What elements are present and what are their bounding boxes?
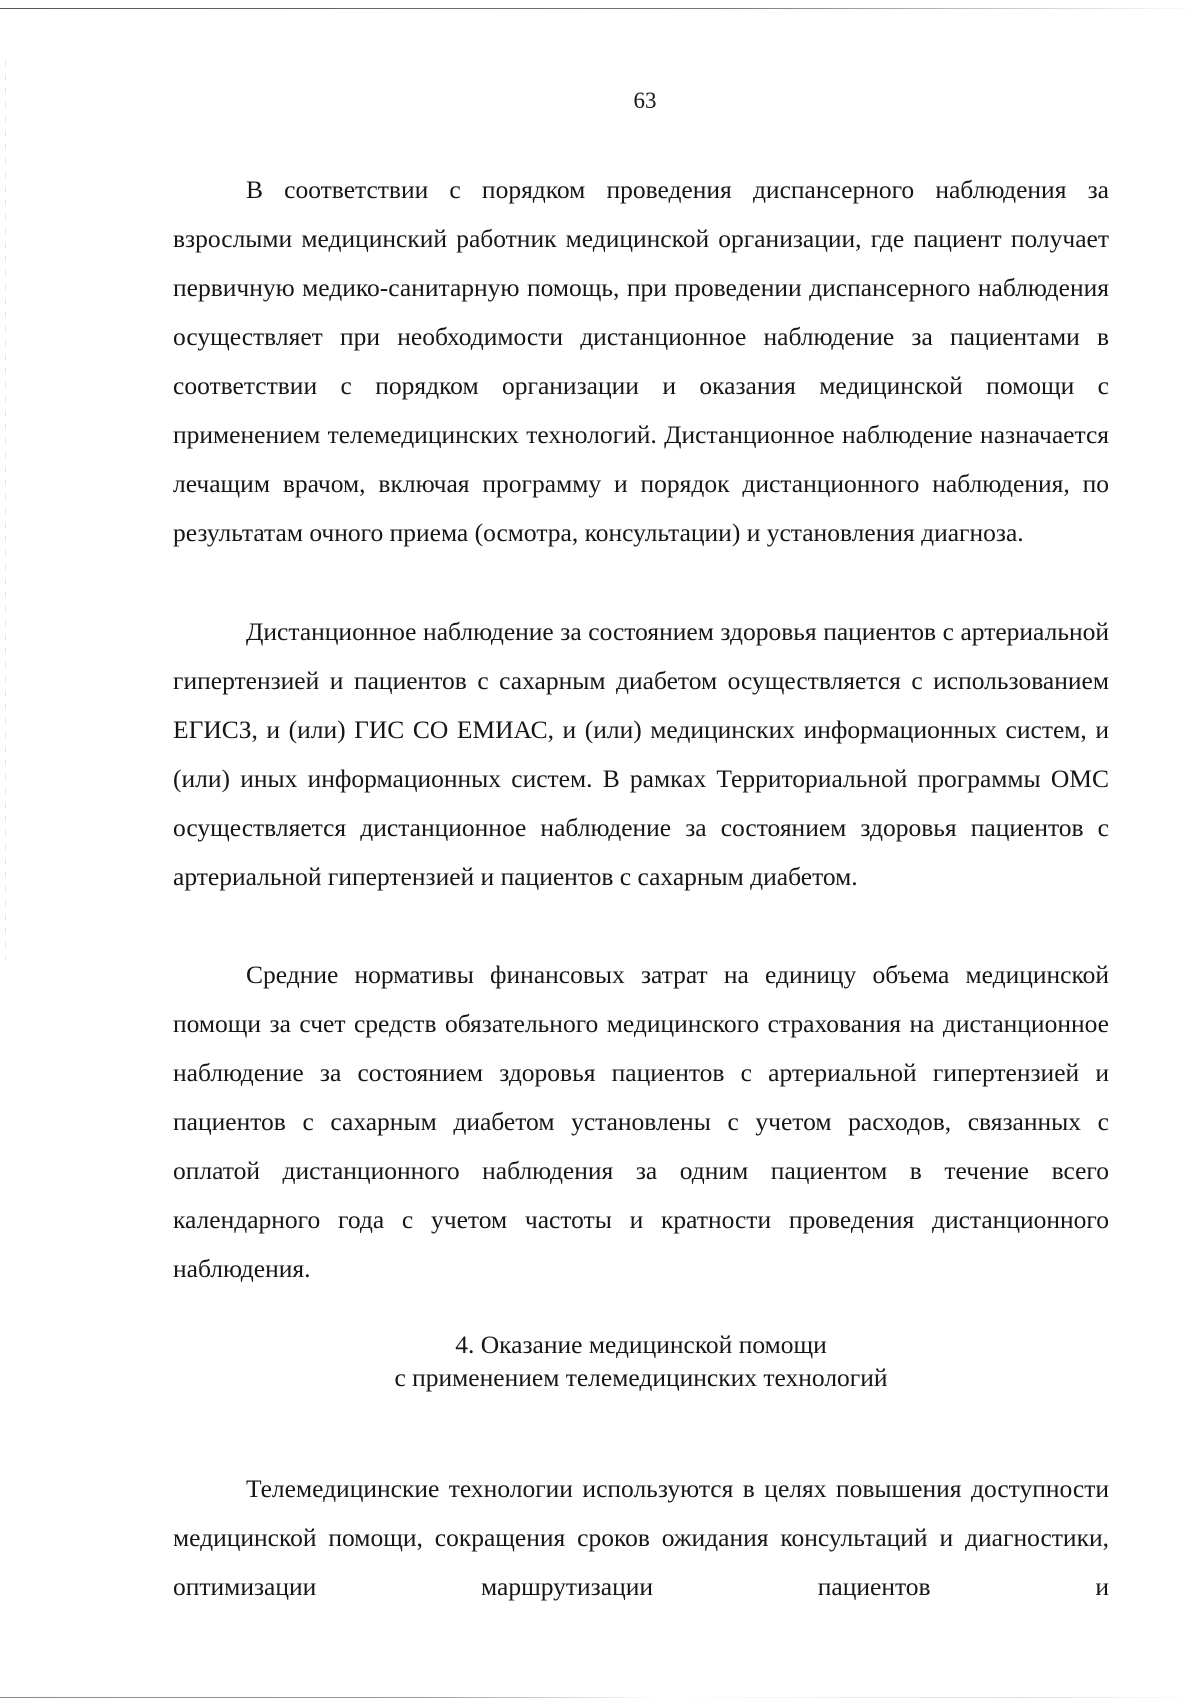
section-heading-line-2: с применением телемедицинских технологий — [394, 1363, 888, 1392]
paragraph-dispensary-observation: В соответствии с порядком проведения диспансерного наблюдения за взрослыми медицинский работник медицинской организации, где пациент получает первичную медико-санитарную помощь, при проведении диспансерного наблюдения осуществляет при необходимости дистанционное наблюдение за пациентами в соответствии с порядком организации и оказания медицинской помощи с применением телемедицинских технологий. Дистанционное наблюдение назначается лечащим врачом, включая программу и порядок дистанционного наблюдения, по результатам очного приема (осмотра, консультации) и установления диагноза. — [173, 175, 1109, 547]
section-heading — [173, 1328, 1109, 1394]
scan-edge-top — [0, 8, 1200, 9]
paragraph-remote-monitoring-systems: Дистанционное наблюдение за состоянием здоровья пациентов с артериальной гипертензией и пациентов с сахарным диабетом осуществляется с использованием ЕГИСЗ, и (или) ГИС СО ЕМИАС, и (или) медицинских информационных систем, и (или) иных информационных систем. В рамках Территориальной программы ОМС осуществляется дистанционное наблюдение за состоянием здоровья пациентов с артериальной гипертензией и пациентов с сахарным диабетом. — [173, 617, 1109, 891]
scan-edge-bottom — [0, 1697, 1200, 1698]
paragraph-telemedicine-purpose: Телемедицинские технологии используются в целях повышения доступности медицинской помощи, сокращения сроков ожидания консультаций и диагностики, оптимизации маршрутизации пациентов и — [173, 1474, 1109, 1601]
scan-edge-left — [5, 60, 6, 960]
section-heading-line-1: 4. Оказание медицинской помощи — [455, 1330, 827, 1359]
page-number: 63 — [633, 88, 657, 113]
paragraph-financial-standards: Средние нормативы финансовых затрат на единицу объема медицинской помощи за счет средств обязательного медицинского страхования на дистанционное наблюдение за состоянием здоровья пациентов с артериальной гипертензией и пациентов с сахарным диабетом установлены с учетом расходов, связанных с оплатой дистанционного наблюдения за одним пациентом в течение всего календарного года с учетом частоты и кратности проведения дистанционного наблюдения. — [173, 960, 1109, 1283]
